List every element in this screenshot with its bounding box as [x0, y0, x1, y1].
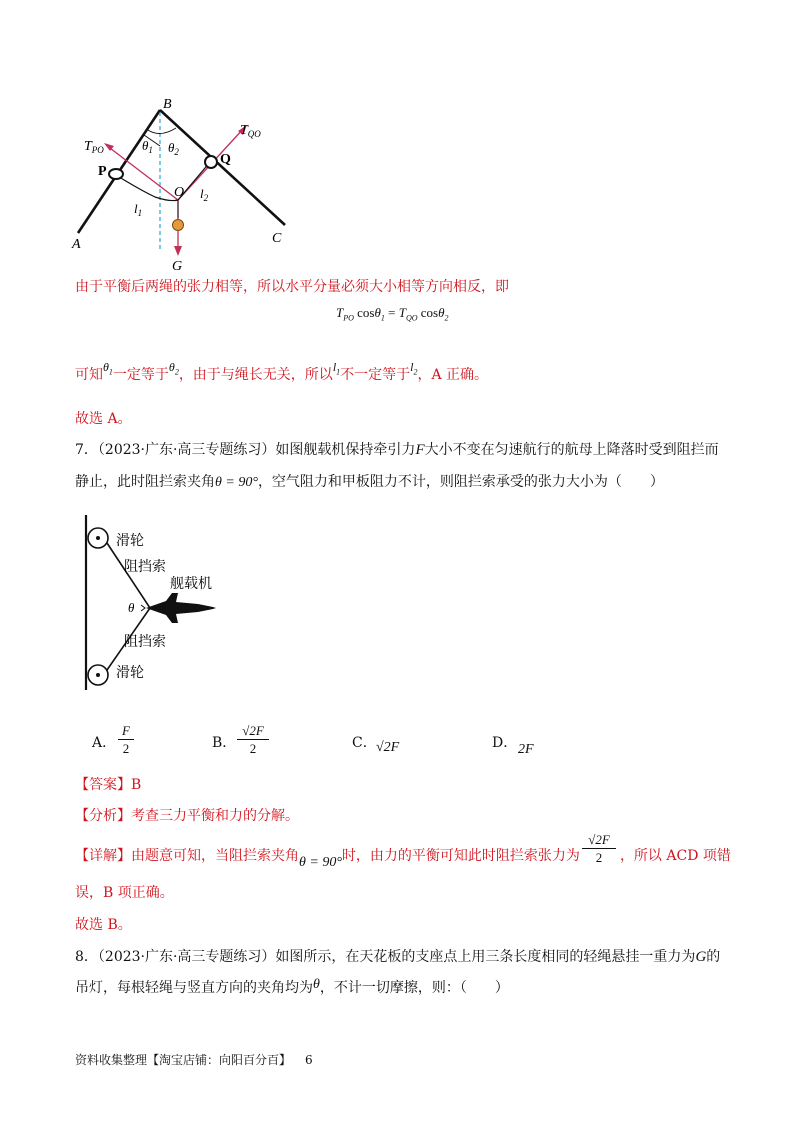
question-8-line-2: 吊灯，每根轻绳与竖直方向的夹角均为θ，不计一切摩擦，则：（ ） [75, 977, 509, 996]
option-a-label[interactable]: A． [92, 735, 117, 751]
option-a-fraction: F 2 [118, 723, 134, 756]
explanation-text-2: 可知$\theta_1$一定等于$\theta_2$，由于与绳长无关，所以$l_1$不一定等于$l_2$，A 正确。 [75, 360, 489, 383]
label-l1: $l_1$ [134, 201, 143, 218]
label-o: O [174, 185, 185, 200]
label-l2: $l_2$ [200, 186, 209, 203]
label-plane: 舰载机 [170, 576, 212, 592]
label-c: C [272, 231, 282, 246]
label-theta: θ [128, 600, 135, 615]
page-number: 6 [305, 1053, 313, 1067]
question-7-line-2: 静止，此时阻拦索夹角θ = 90°，空气阻力和甲板阻力不计，则阻拦索承受的张力大小为（ ） [75, 474, 664, 490]
label-tqo: $T_{QO}$ [240, 123, 261, 139]
label-theta2: $\theta_2$ [168, 140, 179, 157]
option-b-fraction: √2F 2 [237, 723, 269, 756]
label-pulley-bottom: 滑轮 [116, 665, 144, 681]
label-q: Q [220, 152, 231, 167]
choose-a-text: 故选 A。 [75, 411, 132, 427]
analysis-line: 【分析】考查三力平衡和力的分解。 [75, 808, 299, 824]
rope-pulley-figure [60, 90, 320, 270]
option-d-value: 2F [518, 742, 534, 757]
label-tpo: $T_{PO}$ [84, 139, 104, 155]
label-b: B [163, 97, 172, 112]
label-p: P [98, 164, 107, 179]
answer-line: 【答案】B [75, 777, 142, 793]
option-b-label[interactable]: B． [212, 735, 237, 751]
option-d-label[interactable]: D． [492, 735, 518, 751]
label-pulley-top: 滑轮 [116, 533, 144, 549]
detail-fraction: √2F 2 [582, 832, 616, 865]
label-a: A [72, 237, 81, 252]
question-7-line-1: 7．（2023·广东·高三专题练习）如图舰载机保持牵引力F大小不变在匀速航行的航母上降落时受到阻拦而 [75, 442, 719, 458]
option-c-value: √2F [376, 740, 400, 755]
label-g: G [172, 259, 183, 270]
page-footer: 资料收集整理【淘宝店铺：向阳百分百】 6 [75, 1053, 313, 1067]
question-8-line-1: 8．（2023·广东·高三专题练习）如图所示，在天花板的支座点上用三条长度相同的轻绳悬挂一重力为G的 [75, 949, 721, 965]
detail-line-1: 【详解】由题意可知，当阻拦索夹角θ = 90°时，由力的平衡可知此时阻拦索张力为 ，所以 ACD 项错 [75, 848, 731, 870]
label-rope-bottom: 阻挡索 [124, 634, 166, 650]
carrier-aircraft-figure [78, 515, 238, 695]
choose-b-text: 故选 B。 [75, 917, 132, 933]
equation-tension-balance: $T_{PO}$ $\cos\theta_1 = T_{QO}$ cosθ$_2$ [336, 305, 449, 323]
detail-line-2: 误，B 项正确。 [75, 885, 174, 901]
option-c-label[interactable]: C． [352, 735, 377, 751]
label-rope-top: 阻挡索 [124, 559, 166, 575]
explanation-text-1: 由于平衡后两绳的张力相等，所以水平分量必须大小相等方向相反，即 [75, 279, 509, 295]
label-theta1: $\theta_1$ [142, 138, 153, 155]
